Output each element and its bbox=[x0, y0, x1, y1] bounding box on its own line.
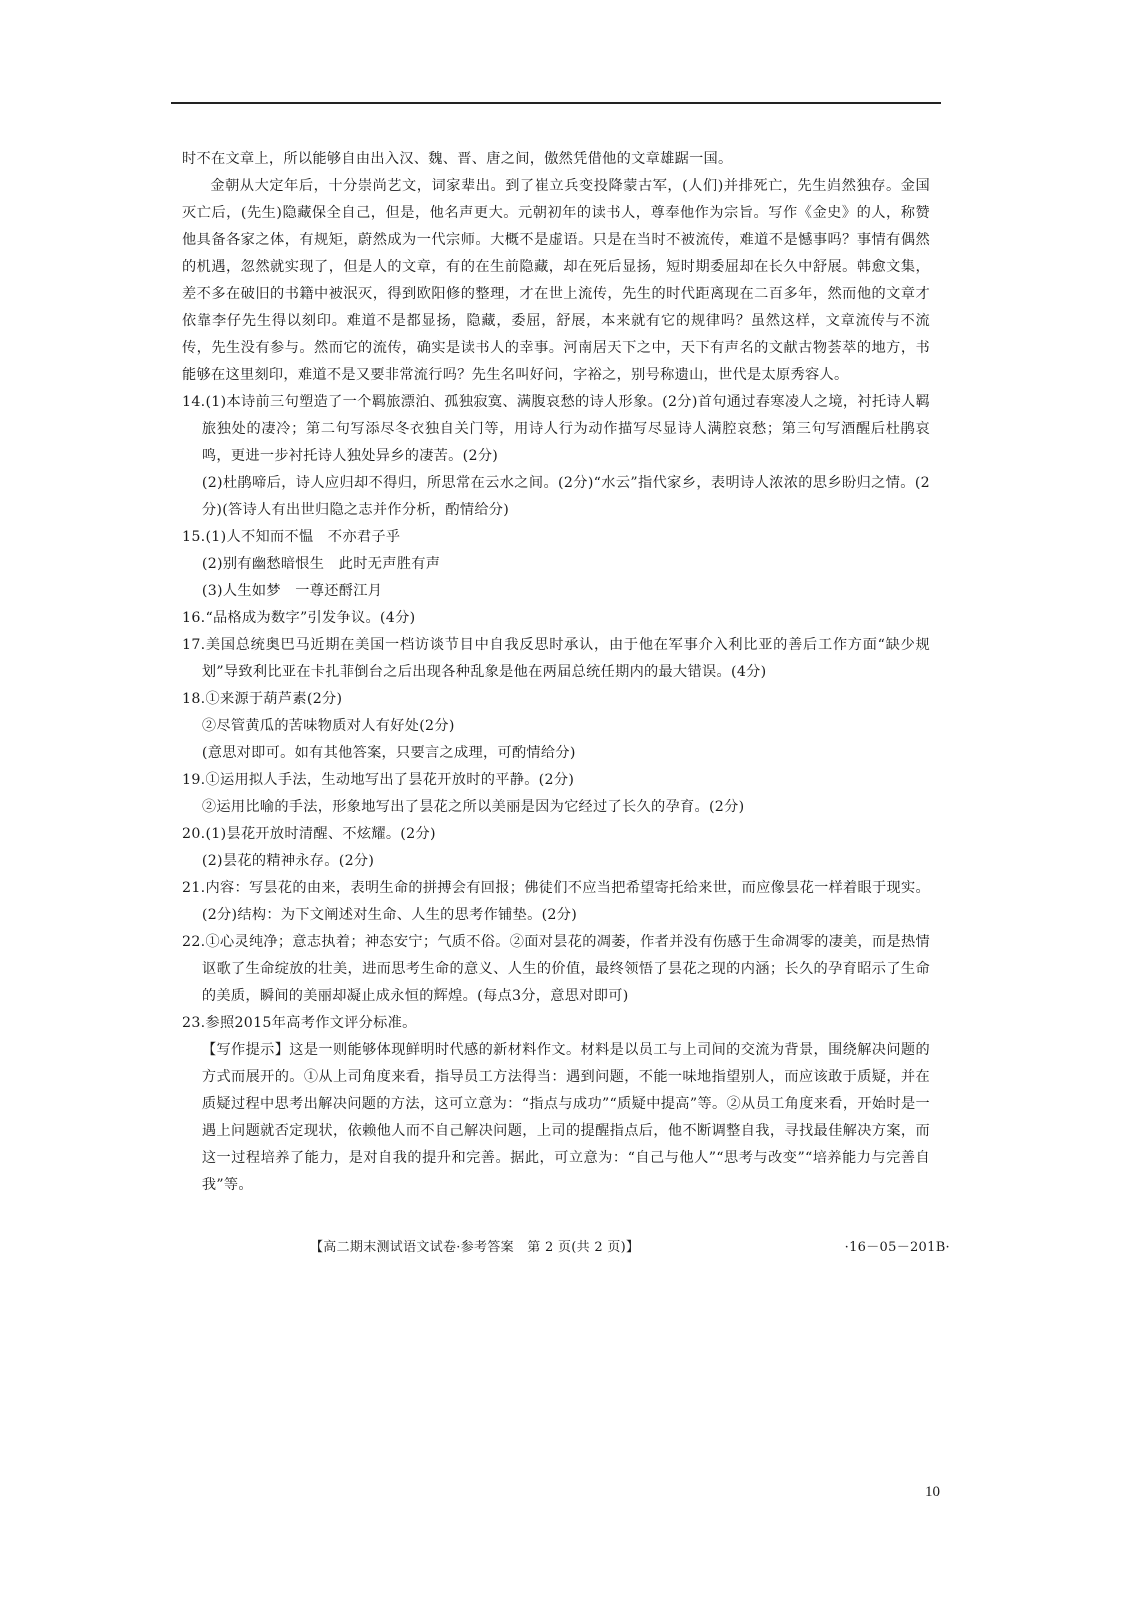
footer-code: ·16－05－201B· bbox=[844, 1240, 950, 1255]
answer-20-1: 20.(1)昙花开放时清醒、不炫耀。(2分) bbox=[182, 826, 436, 842]
page-footer bbox=[310, 1236, 950, 1255]
answer-19-2: ②运用比喻的手法，形象地写出了昙花之所以美丽是因为它经过了长久的孕育。(2分) bbox=[201, 799, 745, 815]
footer-exam-title: 【高二期末测试语文试卷·参考答案 第 2 页(共 2 页)】 bbox=[310, 1240, 640, 1255]
answer-15-1 bbox=[182, 524, 930, 551]
answer-15-item: (1)人不知而不愠 不亦君子乎 bbox=[205, 529, 401, 545]
answer-14-2: (2)杜鹃啼后，诗人应归却不得归，所思常在云水之间。(2分)“水云”指代家乡，表明诗人浓浓的思乡盼归之情。(2分)(答诗人有出世归隐之志并作分析，酌情给分) bbox=[201, 475, 930, 518]
answer-19-1: 19.①运用拟人手法，生动地写出了昙花开放时的平静。(2分) bbox=[182, 772, 575, 788]
answer-18-1: 18.①来源于葫芦素(2分) bbox=[182, 691, 343, 707]
answer-14-1: 14.(1)本诗前三句塑造了一个羁旅漂泊、孤独寂寞、满腹哀愁的诗人形象。(2分)首句通过春寒凌人之境，衬托诗人羁旅独处的凄冷；第二句写添尽冬衣独自关门等，用诗人行为动作描写尽显诗人满腔哀愁；第三句写酒醒后杜鹃哀鸣，更进一步衬托诗人独处异乡的凄苦。(2分) bbox=[182, 394, 930, 464]
answer-21: 21.内容：写昙花的由来，表明生命的拼搏会有回报；佛徒们不应当把希望寄托给来世，而应像昙花一样着眼于现实。(2分)结构：为下文阐述对生命、人生的思考作铺垫。(2分) bbox=[182, 880, 930, 923]
answer-16: 16.“品格成为数字”引发争议。(4分) bbox=[182, 610, 416, 626]
answer-22: 22.①心灵纯净；意志执着；神态安宁；气质不俗。②面对昙花的凋萎，作者并没有伤感于生命凋零的凄美，而是热情讴歌了生命绽放的壮美，进而思考生命的意义、人生的价值，最终领悟了昙花之现的内涵；长久的孕育昭示了生命的美质，瞬间的美丽却凝止成永恒的辉煌。(每点3分，意思对即可) bbox=[182, 934, 930, 1004]
passage-paragraph: 金朝从大定年后，十分崇尚艺文，词家辈出。到了崔立兵变投降蒙古军，(人们)并排死亡，先生岿然独存。金国灭亡后，(先生)隐藏保全自己，但是，他名声更大。元朝初年的读书人，尊奉他作为宗旨。写作《金史》的人，称赞他具备各家之体，有规矩，蔚然成为一代宗师。大概不是虚语。只是在当时不被流传，难道不是憾事吗？事情有偶然的机遇，忽然就实现了，但是人的文章，有的在生前隐藏，却在死后显扬，短时期委屈却在长久中舒展。韩愈文集，差不多在破旧的书籍中被泯灭，得到欧阳修的整理，才在世上流传，先生的时代距离现在二百多年，然而他的文章才依靠李仔先生得以刻印。难道不是都显扬，隐藏，委屈，舒展，本来就有它的规律吗？虽然这样，文章流传与不流传，先生没有参与。然而它的流传，确实是读书人的幸事。河南居天下之中，天下有声名的文献古物荟萃的地方，书能够在这里刻印，难道不是又要非常流行吗？先生名叫好问，字裕之，别号称遗山，世代是太原秀容人。 bbox=[182, 178, 930, 383]
answer-18-2: ②尽管黄瓜的苦味物质对人有好处(2分) bbox=[201, 718, 455, 734]
answer-content bbox=[182, 146, 930, 1199]
answer-17: 17.美国总统奥巴马近期在美国一档访谈节目中自我反思时承认，由于他在军事介入利比亚的善后工作方面“缺少规划”导致利比亚在卡扎菲倒台之后出现各种乱象是他在两届总统任期内的最大错误。(4分) bbox=[182, 637, 930, 680]
answer-23-title: 23.参照2015年高考作文评分标准。 bbox=[182, 1015, 417, 1031]
answer-15-number: 15. bbox=[182, 529, 206, 545]
answer-20-2: (2)昙花的精神永存。(2分) bbox=[201, 853, 375, 869]
passage-paragraph: 时不在文章上，所以能够自由出入汉、魏、晋、唐之间，傲然凭借他的文章雄踞一国。 bbox=[182, 151, 733, 167]
answer-15-2: (2)别有幽愁暗恨生 此时无声胜有声 bbox=[201, 556, 441, 572]
top-rule bbox=[171, 102, 941, 104]
answer-15-3: (3)人生如梦 一尊还酹江月 bbox=[201, 583, 383, 599]
page-number: 10 bbox=[925, 1484, 940, 1500]
answer-23-writing-tip: 【写作提示】这是一则能够体现鲜明时代感的新材料作文。材料是以员工与上司间的交流为背景，围绕解决问题的方式而展开的。①从上司角度来看，指导员工方法得当：遇到问题，不能一味地指望别人，而应该敢于质疑，并在质疑过程中思考出解决问题的方法，这可立意为：“指点与成功”“质疑中提高”等。②从员工角度来看，开始时是一遇上问题就否定现状，依赖他人而不自己解决问题，上司的提醒指点后，他不断调整自我，寻找最佳解决方案，而这一过程培养了能力，是对自我的提升和完善。据此，可立意为：“自己与他人”“思考与改变”“培养能力与完善自我”等。 bbox=[201, 1042, 930, 1193]
answer-18-note: (意思对即可。如有其他答案，只要言之成理，可酌情给分) bbox=[201, 745, 576, 761]
